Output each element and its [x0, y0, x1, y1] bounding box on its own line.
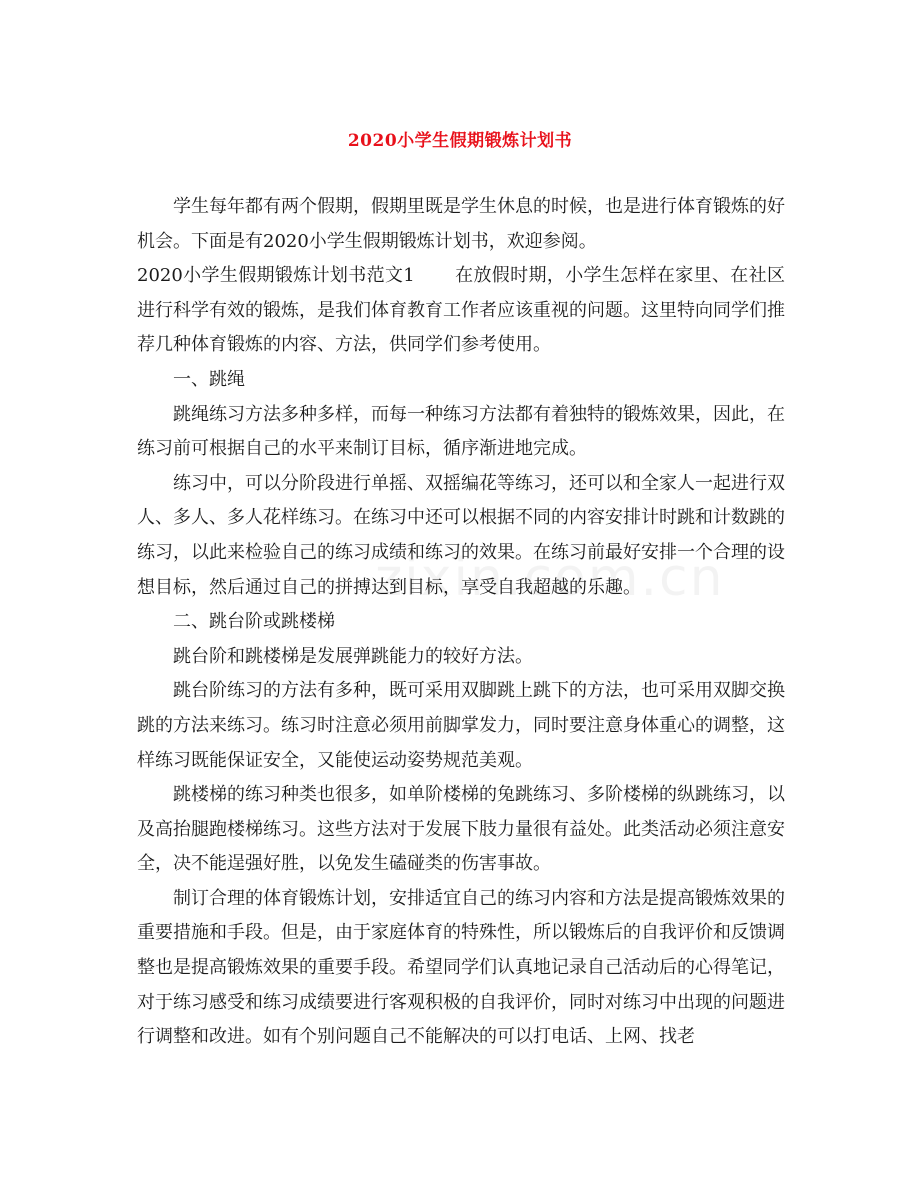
document-body: [137, 190, 785, 1055]
document-title: 2020小学生假期锻炼计划书: [347, 131, 573, 151]
section2-paragraph-1: 跳台阶和跳楼梯是发展弹跳能力的较好方法。: [173, 645, 533, 667]
intro-paragraph: 学生每年都有两个假期，假期里既是学生休息的时候，也是进行体育锻炼的好机会。下面是有2020小学生假期锻炼计划书，欢迎参阅。: [137, 196, 785, 252]
closing-paragraph: 制订合理的体育锻炼计划，安排适宜自己的练习内容和方法是提高锻炼效果的重要措施和手段。但是，由于家庭体育的特殊性，所以锻炼后的自我评价和反馈调整也是提高锻炼效果的重要手段。希望同学们认真地记录自己活动后的心得笔记，对于练习感受和练习成绩要进行客观积极的自我评价，同时对练习中出现的问题进行调整和改进。如有个别问题自己不能解决的可以打电话、上网、找老: [137, 887, 785, 1048]
sample-paragraph: [137, 259, 785, 363]
sample-text: 在放假时期，小学生怎样在家里、在社区进行科学有效的锻炼，是我们体育教育工作者应该重视的问题。这里特向同学们推荐几种体育锻炼的内容、方法，供同学们参考使用。: [137, 265, 785, 356]
section2-paragraph-2: 跳台阶练习的方法有多种，既可采用双脚跳上跳下的方法，也可采用双脚交换跳的方法来练习。练习时注意必须用前脚掌发力，同时要注意身体重心的调整，这样练习既能保证安全，又能使运动姿势规范美观。: [137, 680, 785, 771]
section2-paragraph-3: 跳楼梯的练习种类也很多，如单阶楼梯的兔跳练习、多阶楼梯的纵跳练习，以及高抬腿跑楼梯练习。这些方法对于发展下肢力量很有益处。此类活动必须注意安全，决不能逞强好胜，以免发生磕碰类的伤害事故。: [137, 784, 785, 875]
section-heading-1: 一、跳绳: [173, 368, 245, 390]
section1-paragraph-1: 跳绳练习方法多种多样，而每一种练习方法都有着独特的锻炼效果，因此，在练习前可根据自己的水平来制订目标，循序渐进地完成。: [137, 403, 785, 460]
sample-label: 2020小学生假期锻炼计划书范文1: [137, 265, 415, 287]
section1-paragraph-2: 练习中，可以分阶段进行单摇、双摇编花等练习，还可以和全家人一起进行双人、多人、多人花样练习。在练习中还可以根据不同的内容安排计时跳和计数跳的练习，以此来检验自己的练习成绩和练习的效果。在练习前最好安排一个合理的设想目标，然后通过自己的拼搏达到目标，享受自我超越的乐趣。: [137, 472, 785, 598]
section-heading-2: 二、跳台阶或跳楼梯: [173, 611, 335, 633]
